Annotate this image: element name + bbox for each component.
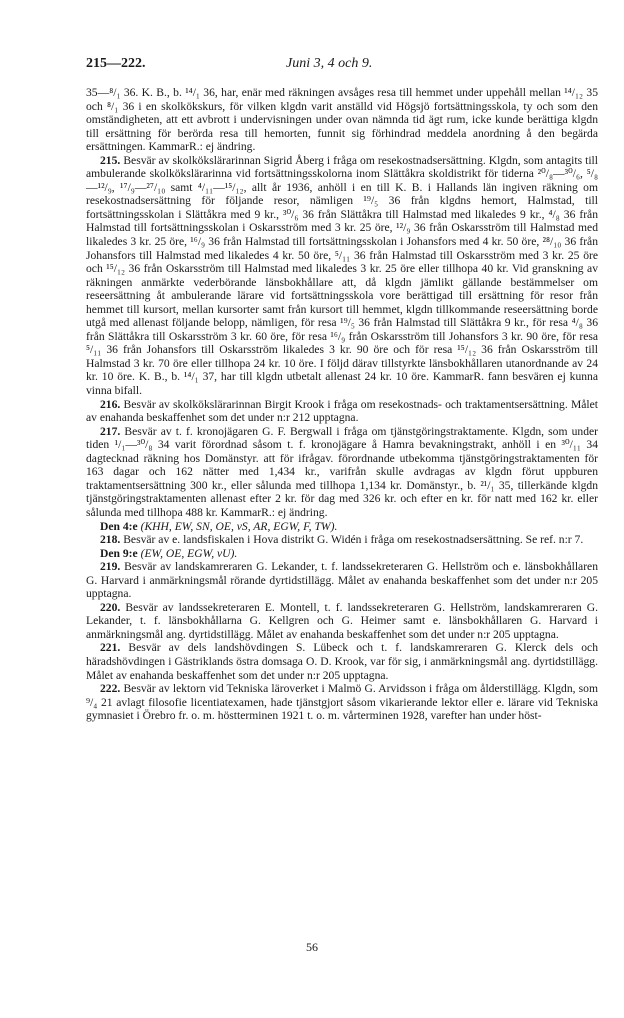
case-number: 216. <box>100 397 121 411</box>
case-number: 215. <box>100 153 121 167</box>
session-members: (EW, OE, EGW, vU). <box>140 546 238 560</box>
session-line-9 <box>86 547 598 561</box>
paragraph-text: Besvär av e. landsfiskalen i Hova distrikt G. Widén i fråga om resekostnadsersättning. Se ref. n:r 7. <box>123 533 584 547</box>
session-members: (KHH, EW, SN, OE, vS, AR, EGW, F, TW). <box>140 519 338 533</box>
paragraph-text: Besvär av skolkökslärarinnan Sigrid Åberg i fråga om resekostnadsersättning. Klgdn, som antagits till ambulerande skolkökslärarinna vid fortsättningsskolorna inom Slättåkra skoldistrikt för tiderna ²⁰/₈—³⁰/₆, ⁵/₈—¹²/₉, ¹⁷/₉—²⁷/₁₀ samt ⁴/₁₁—¹⁵/₁₂, allt år 1936, anhöll i en till K. B. i Hallands län ingiven räkning om resekostnadsersättning för följande resor, nämligen ¹⁹/₅ 36 från klgdns hemort, Halmstad, till fortsättningsskolan i Slättåkra med 9 kr., ³⁰/₆ 36 från Slättåkra till Halmstad med likaledes 9 kr., ⁴/₈ 36 från Halmstad till fortsättningsskolan i Oskarsström med 3 kr. 25 öre, ¹²/₉ 36 från Oskarsström till Halmstad med likaledes 3 kr. 25 öre, ¹⁶/₉ 36 från Halmstad till fortsättningsskolan i Johansfors med 4 kr. 50 öre, ²⁸/₁₀ 36 från Johansfors till Halmstad med likaledes 4 kr. 50 öre, ⁵/₁₁ 36 från Halmstad till Oskarsström med 3 kr. 25 öre och ¹⁵/₁₂ 36 från Oskarsström till Halmstad med likaledes 3 kr. 25 öre eller tillhopa 40 kr. Vid granskning av räkningen anmärkte vederbörande länsbokhållare att, då klgdn jämlikt gällande bestämmelser om reseersättning åt ambulerande lärare vid fortsättningsskola vore berättigad till ersättning för resor från hemmet till kursort, mellan kursorter samt från kursort till hemmet, klgdn tillkommande reseersättning borde utgå med allenast följande belopp, nämligen, för resa ¹⁹/₅ 36 från Halmstad till Slättåkra 9 kr., för resa ⁴/₈ 36 från Slättåkra till Oskarsström 3 kr. 60 öre, för resa ¹⁶/₉ från Oskarsström till Johansfors 3 kr. 90 öre, för resa ⁵/₁₁ 36 från Johansfors till Oskarsström likaledes 3 kr. 90 öre och för resa ¹⁵/₁₂ 36 från Oskarsström till Halmstad 3 kr. 70 öre eller tillhopa 24 kr. 10 öre. I följd därav tillstyrkte länsbokhållaren utanordnande av 24 kr. 10 öre. K. B., b. ¹⁴/₁ 37, har till klgdn utbetalt allenast 24 kr. 10 öre. KammarR. fann besvären ej kunna vinna bifall. <box>86 153 598 398</box>
case-range: 215—222. <box>86 56 146 71</box>
case-number: 217. <box>100 424 121 438</box>
case-number: 218. <box>100 533 121 547</box>
paragraph-text: 35—⁸/₁ 36. K. B., b. ¹⁴/₁ 36, har, enär med räkningen avsåges resa till hemmet under uppehåll mellan ¹⁴/₁₂ 35 och ⁸/₁ 36 i en skolkökskurs, för vilken klgdn varit anställd vid Högsjö fortsättningsskola, ty och som den omständigheten, att ett avbrott i undervisningen under ovan nämnda tid ägt rum, icke kunde berättiga klgdn till ersättning för berörda resa till hemorten, funnit sig förhindrad meddela anordning å den begärda ersättningen. KammarR.: ej ändring. <box>86 86 598 154</box>
paragraph-221 <box>86 641 598 682</box>
page-header <box>86 56 596 76</box>
case-number: 222. <box>100 682 121 696</box>
paragraph-text: Besvär av lektorn vid Tekniska läroverket i Malmö G. Arvidsson i fråga om ålderstillägg. Klgdn, som ⁹/₄ 21 avlagt filosofie licentiatexamen, hade tjänstgjort såsom vikarierande lektor eller e. lärare vid Tekniska gymnasiet i Örebro fr. o. m. höstterminen 1921 t. o. m. vårterminen 1928, varefter han under höst- <box>86 682 598 723</box>
case-number: 219. <box>100 560 121 574</box>
paragraph-216 <box>86 398 598 425</box>
header-date: Juni 3, 4 och 9. <box>286 56 373 71</box>
paragraph-220 <box>86 601 598 642</box>
paragraph-text: Besvär av skolkökslärarinnan Birgit Krook i fråga om resekostnads- och traktamentsersättning. Målet av enahanda beskaffenhet som det under n:r 212 upptagna. <box>86 397 598 425</box>
paragraph-text: Besvär av dels landshövdingen S. Lübeck och t. f. landskamreraren G. Klerck dels och häradshövdingen i Gästriklands östra domsaga O. D. Krook, var för sig, i anmärkningsmål ang. dyrtidstillägg. Målet av enahanda beskaffenhet som det under n:r 205 upptagna. <box>86 641 598 682</box>
session-date: Den 9:e <box>100 546 138 560</box>
paragraph-219 <box>86 560 598 601</box>
paragraph-continuation <box>86 86 598 154</box>
paragraph-text: Besvär av landskamreraren G. Lekander, t. f. landssekreteraren G. Hellström och e. länsbokhållaren G. Harvard i anmärkningsmål rörande dyrtidstillägg. Målet av enahanda beskaffenhet som det under n:r 205 upptagna. <box>86 560 598 601</box>
session-date: Den 4:e <box>100 519 138 533</box>
session-line-4 <box>86 520 598 534</box>
case-number: 220. <box>100 600 121 614</box>
page-number: 56 <box>306 940 318 954</box>
case-number: 221. <box>100 641 121 655</box>
paragraph-217 <box>86 425 598 520</box>
paragraph-222 <box>86 682 598 723</box>
paragraph-215 <box>86 154 598 398</box>
paragraph-218 <box>86 533 598 547</box>
paragraph-text: Besvär av t. f. kronojägaren G. F. Bergwall i fråga om tjänstgöringstraktamente. Klgdn, som under tiden ¹/₁—³⁰/₈ 34 varit förordnad såsom t. f. kronojägare å Hamra bevakningstrakt, anhöll i en ³⁰/₁₁ 34 dagtecknad räkning hos Domänstyr. att för ifrågav. förordnande utbekomma tjänstgöringstraktamenten för 163 dagar och 162 nätter med 1,434 kr., varifrån skulle avdragas av klgdn förut uppburen traktamentsersättning 300 kr., eller sålunda med tillhopa 1,134 kr. Domänstyr., b. ²¹/₁ 35, tillerkände klgdn tjänstgöringstraktamenten allenast efter 2 kr. för dag med 326 kr. och efter en kr. för natt med 162 kr. eller sålunda med tillhopa 488 kr. KammarR.: ej ändring. <box>86 424 598 519</box>
paragraph-text: Besvär av landssekreteraren E. Montell, t. f. landssekreteraren G. Hellström, landskamreraren G. Lekander, t. f. länsbokhållarna G. Kellgren och G. Heimer samt e. länsbokhållaren G. Harvard i anmärkningsmål ang. dyrtidstillägg. Målet av enahanda beskaffenhet som det under n:r 205 upptagna. <box>86 600 598 641</box>
document-body <box>86 86 598 723</box>
